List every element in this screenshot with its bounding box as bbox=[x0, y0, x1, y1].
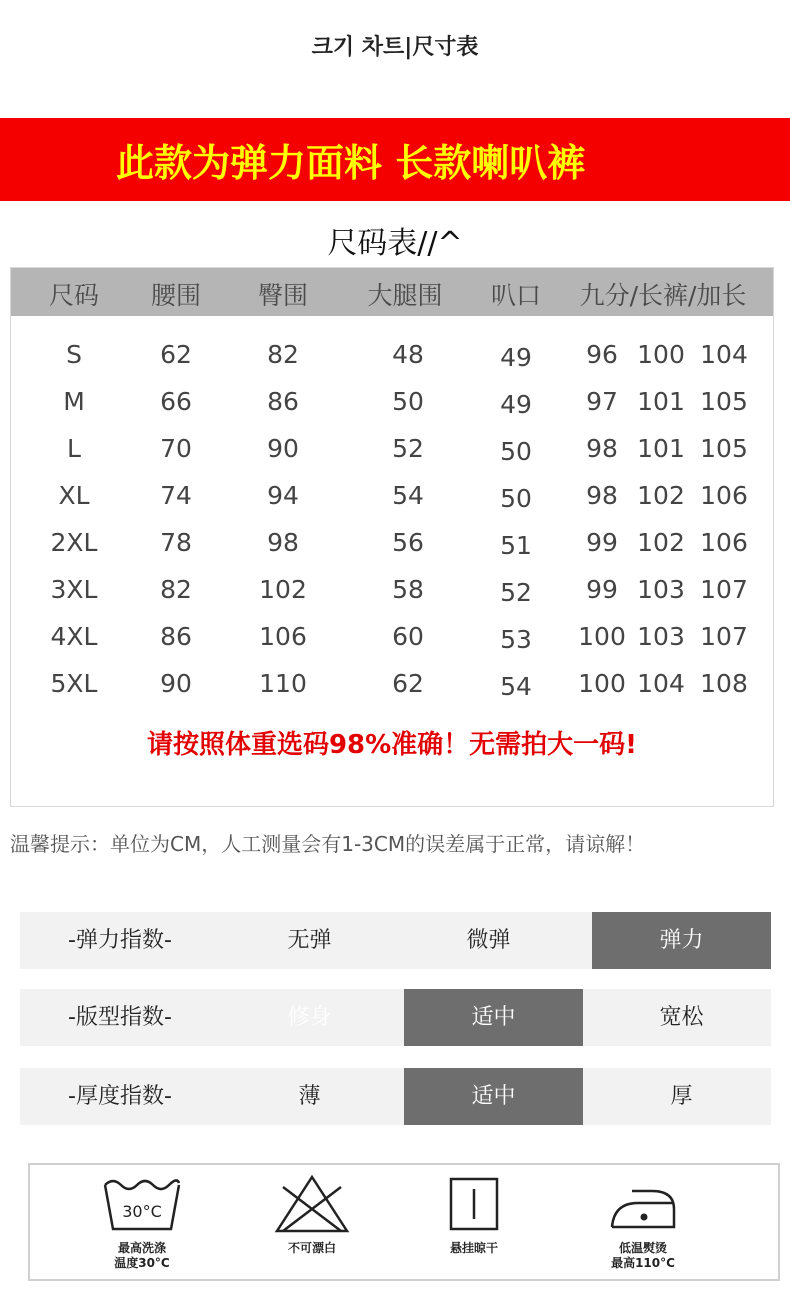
page-title: 크기 차트|尺寸表 bbox=[311, 35, 479, 60]
cell-length-extra: 104 bbox=[700, 340, 748, 369]
cell-waist: 66 bbox=[160, 387, 192, 416]
hang-dry-icon bbox=[429, 1173, 519, 1235]
cell-length-long: 101 bbox=[637, 434, 685, 463]
cell-size: L bbox=[67, 434, 81, 463]
cell-size: M bbox=[63, 387, 85, 416]
cell-hip: 102 bbox=[259, 575, 307, 604]
cell-length-ninth: 98 bbox=[586, 434, 618, 463]
wash-30-icon bbox=[97, 1173, 187, 1235]
cell-waist: 70 bbox=[160, 434, 192, 463]
no-bleach-icon bbox=[267, 1173, 357, 1235]
cell-hip: 98 bbox=[267, 528, 299, 557]
wash-temp: 30°C bbox=[122, 1202, 162, 1221]
index-label: -版型指数- bbox=[68, 1005, 172, 1030]
care-label: 最高洗涤 温度30°C bbox=[114, 1241, 170, 1270]
cell-hem: 54 bbox=[500, 672, 532, 701]
cell-length-ninth: 96 bbox=[586, 340, 618, 369]
cell-length-ninth: 99 bbox=[586, 528, 618, 557]
iron-low-icon bbox=[598, 1173, 688, 1235]
care-label: 不可漂白 bbox=[287, 1241, 336, 1255]
cell-size: 2XL bbox=[50, 528, 98, 557]
cell-waist: 90 bbox=[160, 669, 192, 698]
measurement-tip: 温馨提示：单位为CM，人工测量会有1-3CM的误差属于正常，请谅解！ bbox=[10, 832, 646, 856]
care-dry bbox=[414, 1173, 534, 1256]
cell-hip: 106 bbox=[259, 622, 307, 651]
index-label: -弹力指数- bbox=[68, 928, 172, 953]
cell-hip: 94 bbox=[267, 481, 299, 510]
index-label: -厚度指数- bbox=[68, 1084, 172, 1109]
cell-hem: 50 bbox=[500, 437, 532, 466]
header-thigh: 大腿围 bbox=[367, 281, 443, 310]
care-iron bbox=[583, 1173, 703, 1271]
header-hip: 臀围 bbox=[257, 281, 309, 310]
cell-length-extra: 105 bbox=[700, 387, 748, 416]
cell-thigh: 54 bbox=[392, 481, 424, 510]
cell-hip: 110 bbox=[259, 669, 307, 698]
cell-length-extra: 106 bbox=[700, 528, 748, 557]
cell-length-ninth: 100 bbox=[578, 622, 626, 651]
index-option-selected: 弹力 bbox=[592, 912, 771, 969]
cell-length-long: 104 bbox=[637, 669, 685, 698]
care-bleach bbox=[252, 1173, 372, 1256]
cell-length-long: 103 bbox=[637, 575, 685, 604]
header-waist: 腰围 bbox=[150, 281, 202, 310]
cell-hem: 49 bbox=[500, 390, 532, 419]
cell-length-extra: 106 bbox=[700, 481, 748, 510]
header-length: 九分/长裤/加长 bbox=[579, 281, 747, 310]
index-option: 宽松 bbox=[659, 1005, 704, 1030]
cell-length-long: 101 bbox=[637, 387, 685, 416]
cell-length-long: 102 bbox=[637, 481, 685, 510]
index-option: 薄 bbox=[298, 1084, 321, 1109]
cell-thigh: 52 bbox=[392, 434, 424, 463]
size-note: 请按照体重选码98%准确！无需拍大一码! bbox=[146, 730, 638, 760]
cell-length-ninth: 100 bbox=[578, 669, 626, 698]
cell-waist: 62 bbox=[160, 340, 192, 369]
cell-length-ninth: 98 bbox=[586, 481, 618, 510]
cell-length-long: 100 bbox=[637, 340, 685, 369]
cell-waist: 86 bbox=[160, 622, 192, 651]
cell-hem: 52 bbox=[500, 578, 532, 607]
cell-thigh: 56 bbox=[392, 528, 424, 557]
header-hem: 叭口 bbox=[490, 281, 542, 310]
cell-thigh: 62 bbox=[392, 669, 424, 698]
cell-length-long: 103 bbox=[637, 622, 685, 651]
care-label: 低温熨烫 最高110°C bbox=[611, 1241, 675, 1270]
care-instructions bbox=[28, 1163, 780, 1281]
index-row-thickness bbox=[20, 1068, 771, 1125]
header-size: 尺码 bbox=[48, 281, 100, 310]
cell-hip: 86 bbox=[267, 387, 299, 416]
cell-hem: 53 bbox=[500, 625, 532, 654]
cell-hip: 90 bbox=[267, 434, 299, 463]
cell-thigh: 60 bbox=[392, 622, 424, 651]
cell-length-extra: 107 bbox=[700, 575, 748, 604]
cell-size: S bbox=[66, 340, 82, 369]
cell-length-ninth: 99 bbox=[586, 575, 618, 604]
index-row-elasticity bbox=[20, 912, 771, 969]
cell-length-extra: 105 bbox=[700, 434, 748, 463]
cell-waist: 74 bbox=[160, 481, 192, 510]
care-wash bbox=[82, 1173, 202, 1271]
cell-size: XL bbox=[58, 481, 90, 510]
cell-length-long: 102 bbox=[637, 528, 685, 557]
cell-thigh: 50 bbox=[392, 387, 424, 416]
cell-waist: 82 bbox=[160, 575, 192, 604]
size-table bbox=[10, 267, 774, 807]
cell-hem: 51 bbox=[500, 531, 532, 560]
index-option: 无弹 bbox=[287, 928, 332, 953]
cell-length-ninth: 97 bbox=[586, 387, 618, 416]
cell-waist: 78 bbox=[160, 528, 192, 557]
banner-text: 此款为弹力面料 长款喇叭裤 bbox=[116, 141, 586, 185]
size-table-header bbox=[11, 268, 773, 316]
index-row-fit bbox=[20, 989, 771, 1046]
cell-thigh: 58 bbox=[392, 575, 424, 604]
index-option-selected: 适中 bbox=[404, 1068, 583, 1125]
promo-banner bbox=[0, 118, 790, 201]
cell-thigh: 48 bbox=[392, 340, 424, 369]
cell-length-extra: 107 bbox=[700, 622, 748, 651]
cell-hip: 82 bbox=[267, 340, 299, 369]
index-option: 微弹 bbox=[466, 928, 511, 953]
cell-length-extra: 108 bbox=[700, 669, 748, 698]
cell-size: 4XL bbox=[50, 622, 98, 651]
index-option: 厚 bbox=[670, 1084, 693, 1109]
care-label: 悬挂晾干 bbox=[449, 1241, 498, 1255]
index-option-selected: 适中 bbox=[404, 989, 583, 1046]
index-option: 修身 bbox=[287, 1005, 332, 1030]
size-chart-title: 尺码表//^ bbox=[327, 226, 463, 261]
cell-size: 3XL bbox=[50, 575, 98, 604]
cell-hem: 50 bbox=[500, 484, 532, 513]
cell-size: 5XL bbox=[50, 669, 98, 698]
cell-hem: 49 bbox=[500, 343, 532, 372]
